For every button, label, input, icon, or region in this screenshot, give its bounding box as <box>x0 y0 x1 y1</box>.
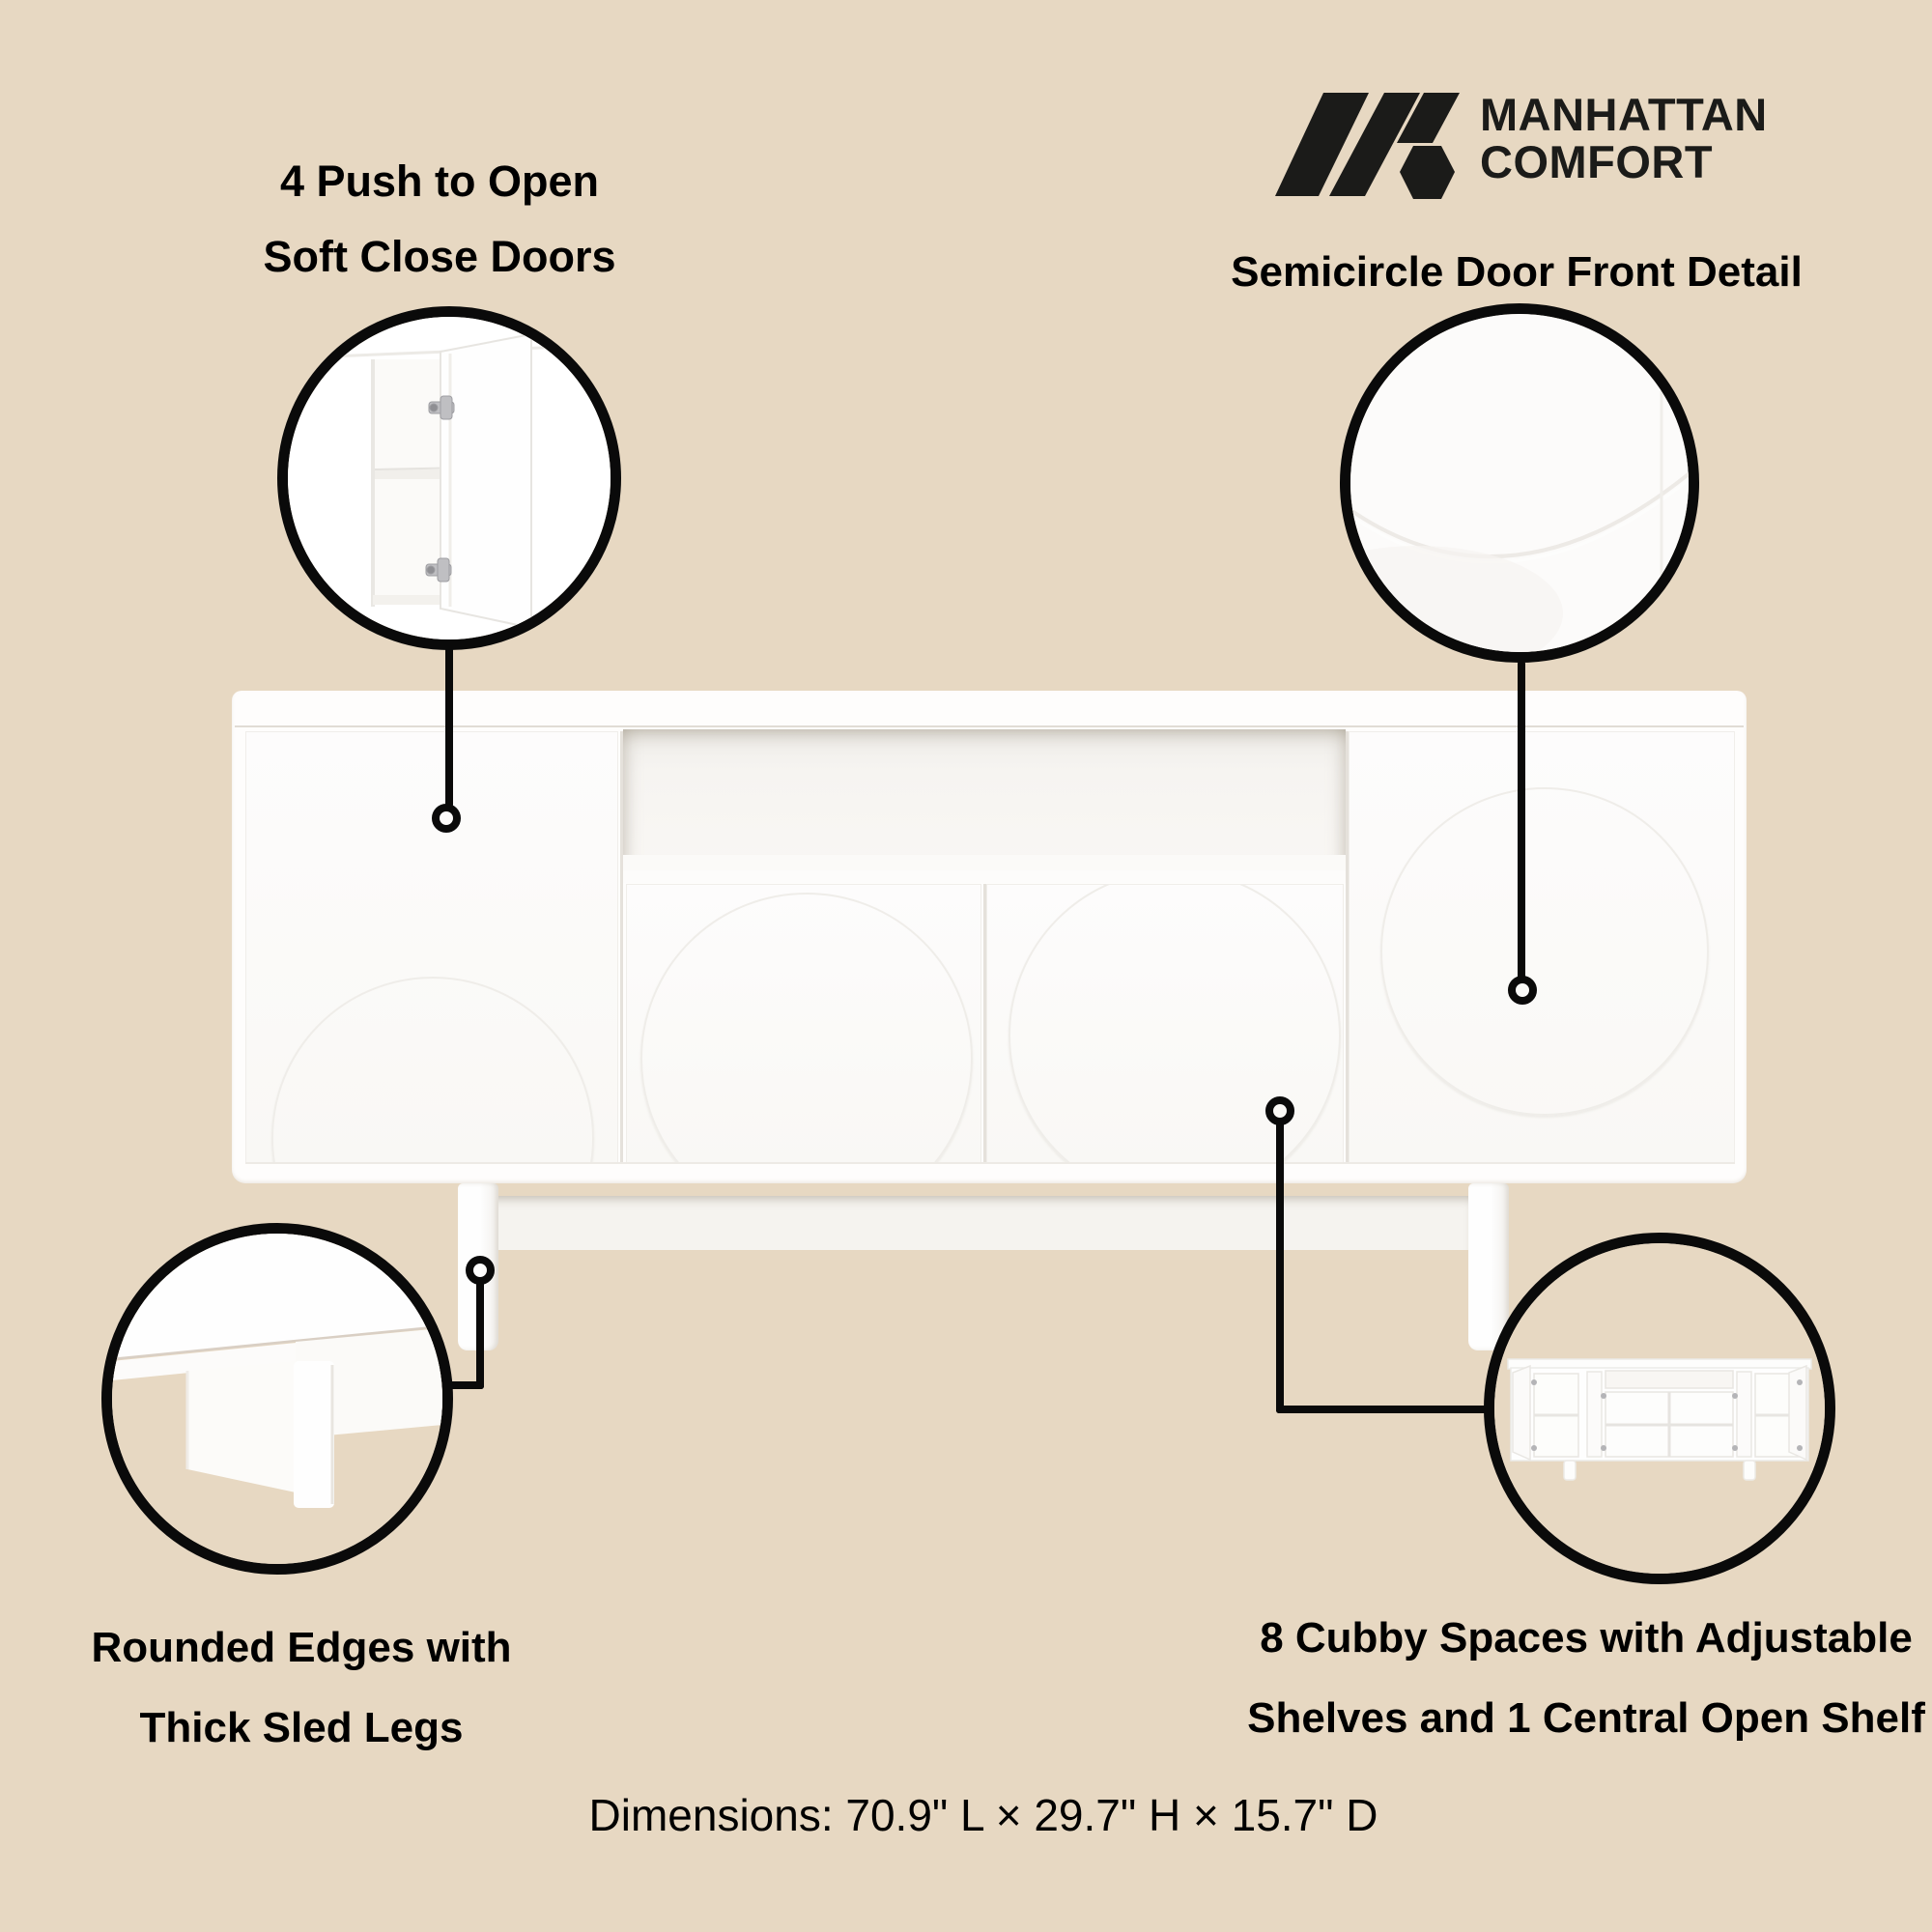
sideboard-door-left <box>245 731 618 1163</box>
cubby-detail-graphic <box>1494 1243 1825 1574</box>
callout-circle-semicircle <box>1340 303 1699 663</box>
feature-label-push-open-line2: Soft Close Doors <box>263 232 616 281</box>
feature-label-push-open-line1: 4 Push to Open <box>279 156 600 206</box>
door-gap <box>983 884 986 1164</box>
sideboard-right-leg <box>1468 1183 1509 1350</box>
brand-name <box>1480 91 1768 185</box>
sideboard-door-middle-left <box>626 884 981 1164</box>
ring-marker-legs <box>466 1256 495 1285</box>
sideboard-door-middle-right <box>986 884 1344 1164</box>
feature-label-rounded-line2: Thick Sled Legs <box>139 1704 464 1751</box>
connector-line-cubby-horizontal <box>1276 1406 1487 1413</box>
dimensions-text: Dimensions: 70.9" L × 29.7" H × 15.7" D <box>588 1790 1378 1840</box>
semicircle-detail-graphic <box>1350 314 1689 652</box>
brand-name-line2: COMFORT <box>1480 136 1714 187</box>
callout-circle-cubby <box>1484 1233 1835 1584</box>
door-arc-detail <box>1380 787 1709 1116</box>
feature-label-rounded-line1: Rounded Edges with <box>91 1624 512 1671</box>
sideboard-door-right <box>1349 731 1735 1163</box>
ring-marker-semicircle <box>1508 976 1537 1005</box>
open-shelf-front-edge <box>623 870 1346 883</box>
door-arc-detail <box>271 977 594 1163</box>
connector-line-push-open <box>445 647 453 808</box>
sideboard-back-stretcher <box>483 1196 1468 1250</box>
feature-label-semicircle: Semicircle Door Front Detail <box>1231 248 1803 296</box>
brand-logo-icon <box>1275 93 1461 201</box>
connector-line-legs-vertical <box>476 1280 484 1389</box>
sideboard-bottom-seam <box>245 1162 1735 1164</box>
feature-label-cubby-line1: 8 Cubby Spaces with Adjustable <box>1260 1614 1913 1662</box>
connector-line-semicircle <box>1518 661 1525 980</box>
door-arc-detail <box>640 893 973 1164</box>
ring-marker-cubby <box>1265 1096 1294 1125</box>
door-arc-detail <box>1009 884 1341 1164</box>
open-door-detail-graphic <box>288 317 611 639</box>
brand-logo <box>1275 93 1461 201</box>
connector-line-cubby-vertical <box>1276 1121 1284 1413</box>
door-gap <box>1346 731 1349 1163</box>
open-shelf-floor <box>623 855 1346 870</box>
hexagon-icon <box>1400 146 1455 199</box>
sideboard-open-shelf <box>623 729 1346 870</box>
brand-name-line1: MANHATTAN <box>1480 89 1768 140</box>
ring-marker-push-open <box>432 804 461 833</box>
door-gap <box>620 731 623 1163</box>
callout-circle-push-open <box>277 306 621 650</box>
callout-circle-legs <box>101 1223 453 1575</box>
leg-detail-graphic <box>112 1234 442 1564</box>
feature-label-cubby-line2: Shelves and 1 Central Open Shelf <box>1247 1694 1925 1742</box>
